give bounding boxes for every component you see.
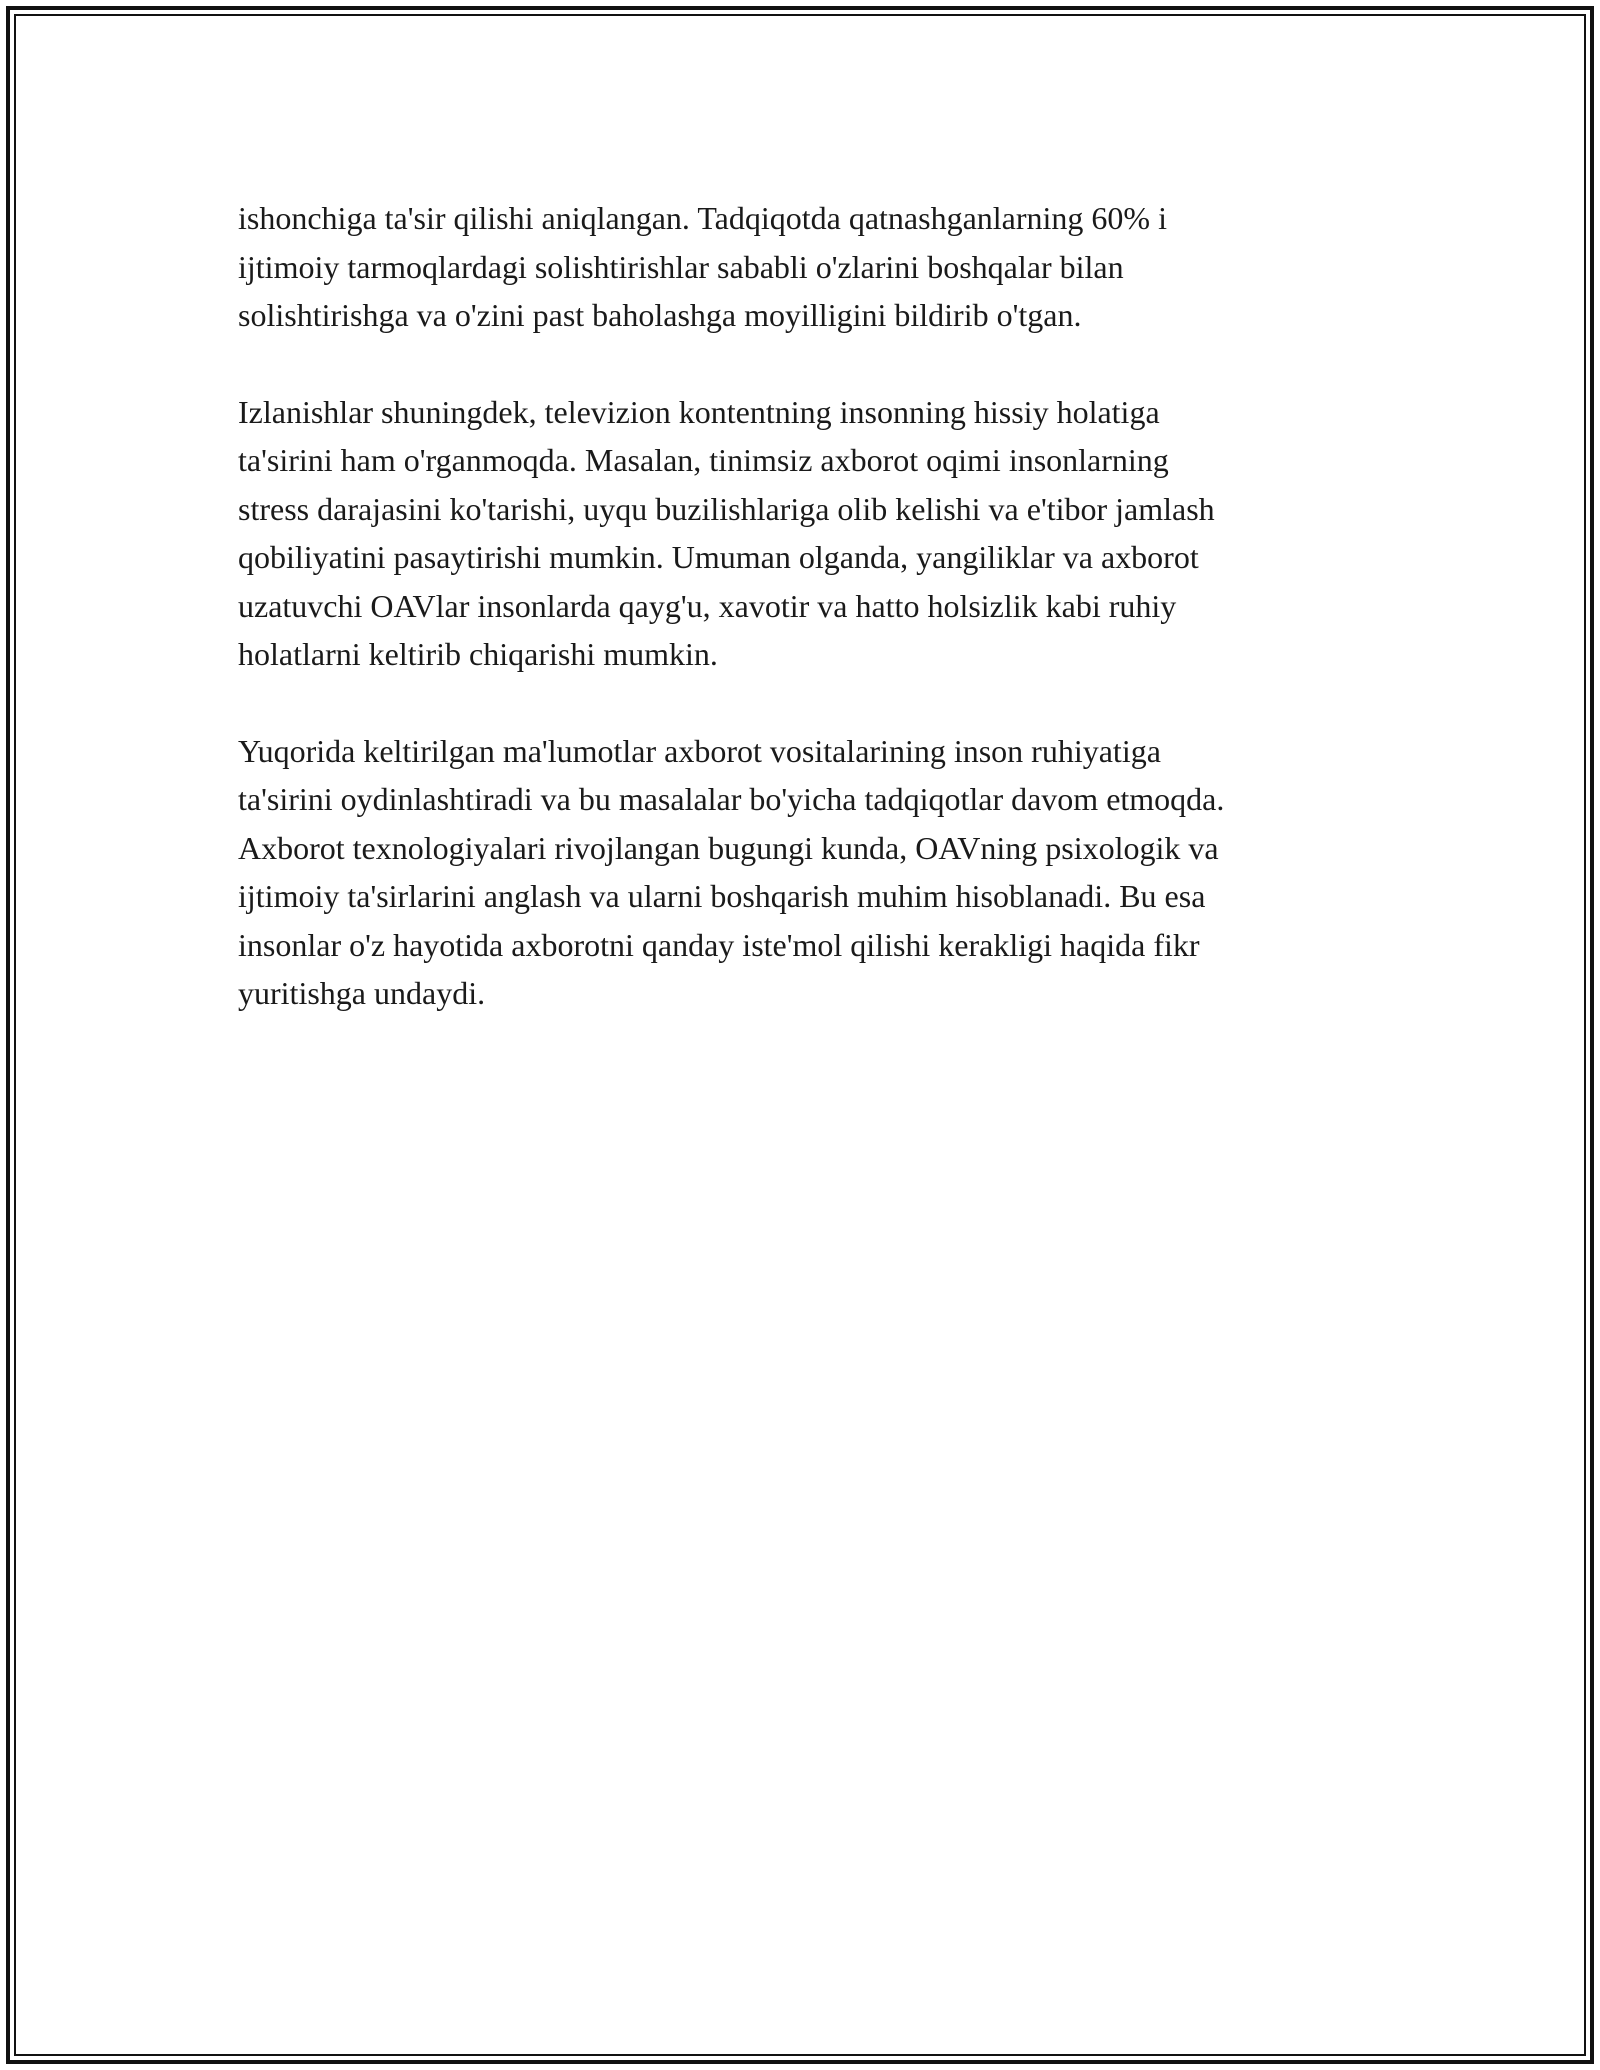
paragraph-2: Izlanishlar shuningdek, televizion kontentning insonning hissiy holatiga ta'sirini ham o'rganmoqda. Masalan, tinimsiz axborot oqimi insonlarning stress darajasini ko'tarishi, uyqu buzilishlariga olib kelishi va e'tibor jamlash qobiliyatini pasaytirishi mumkin. Umuman olganda, yangiliklar va axborot uzatuvchi OAVlar insonlarda qayg'u, xavotir va hatto holsizlik kabi ruhiy holatlarni keltirib chiqarishi mumkin. (238, 393, 1215, 672)
page-body (238, 194, 1398, 1018)
page-border-inner (14, 14, 1586, 2056)
paragraph-3: Yuqorida keltirilgan ma'lumotlar axborot vositalarining inson ruhiyatiga ta'sirini oydinlashtiradi va bu masalalar bo'yicha tadqiqotlar davom etmoqda. Axborot texnologiyalari rivojlangan bugungi kunda, OAVning psixologik va ijtimoiy ta'sirlarini anglash va ularni boshqarish muhim hisoblanadi. Bu esa insonlar o'z hayotida axborotni qanday iste'mol qilishi kerakligi haqida fikr yuritishga undaydi. (238, 732, 1225, 1011)
page-border-outer (6, 6, 1594, 2064)
paragraph-1: ishonchiga ta'sir qilishi aniqlangan. Tadqiqotda qatnashganlarning 60% i ijtimoiy tarmoqlardagi solishtirishlar sababli o'zlarini boshqalar bilan solishtirishga va o'zini past baholashga moyilligini bildirib o'tgan. (238, 200, 1167, 333)
